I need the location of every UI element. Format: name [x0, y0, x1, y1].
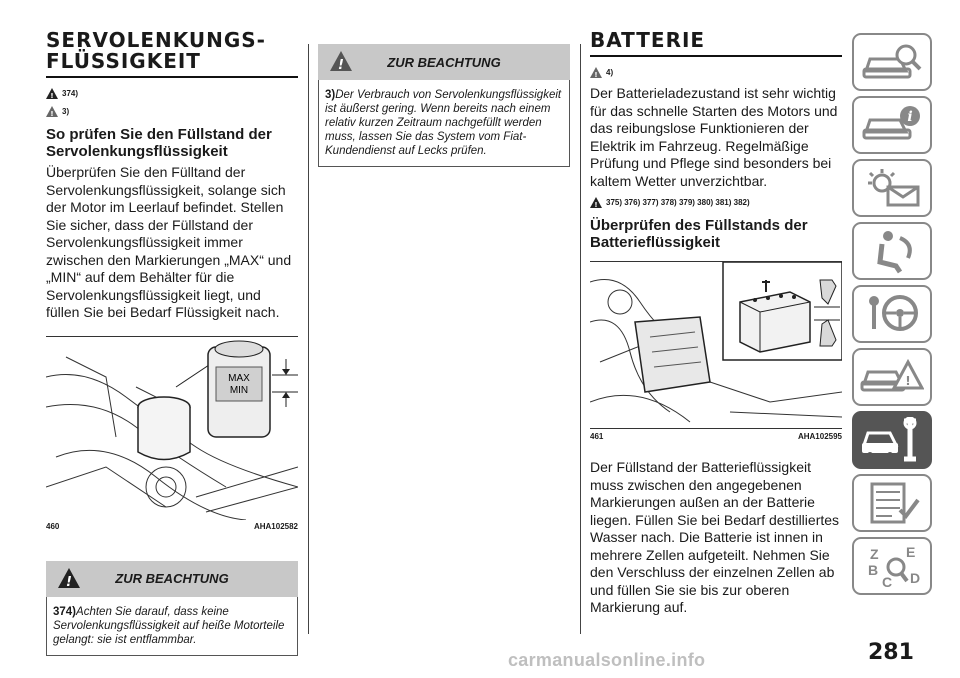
chapter-tabs: [852, 33, 934, 600]
warning-text: Achten Sie darauf, dass keine Servolenkungsflüssigkeit auf heiße Motorteile gelangt: sie ist entflammbar.: [53, 605, 285, 646]
section-title-servolenkung: SERVOLENKUNGS-FLÜSSIGKEIT: [46, 28, 266, 73]
svg-text:C: C: [882, 574, 893, 589]
figure-caption: [46, 519, 298, 531]
column-right: [590, 30, 842, 617]
page-number: 281: [868, 640, 914, 665]
svg-text:B: B: [868, 562, 879, 578]
warning-box-body: [46, 597, 298, 656]
svg-text:E: E: [906, 544, 916, 560]
tab-car-info[interactable]: [852, 96, 932, 154]
section-title-batterie: BATTERIE: [590, 28, 706, 52]
figure-460: [46, 336, 298, 519]
caution-heading: ZUR BEACHTUNG: [387, 54, 501, 70]
checklist-icon: [860, 480, 924, 526]
svg-text:!: !: [50, 109, 54, 117]
warning-box-header: [46, 561, 298, 597]
warning-heading: ZUR BEACHTUNG: [115, 571, 229, 586]
tab-car-magnifier[interactable]: [852, 33, 932, 91]
warning-refs-label: 375) 376) 377) 378) 379) 380) 381) 382): [606, 197, 750, 207]
caution-ref-label: 4): [606, 67, 614, 77]
column-middle: [318, 44, 570, 167]
warning-triangle-icon: [46, 88, 58, 99]
figure-461: [590, 261, 842, 429]
alphabet-index-icon: [860, 543, 924, 589]
warning-ref: [46, 84, 298, 102]
column-left: [46, 30, 298, 656]
tab-starting-driving[interactable]: [852, 285, 932, 343]
tab-safety[interactable]: [852, 222, 932, 280]
caution-ref-label: 3): [62, 106, 70, 116]
svg-text:i: i: [907, 109, 913, 125]
caution-triangle-icon: [330, 51, 352, 71]
figure-number: 461: [590, 432, 604, 441]
tab-index[interactable]: [852, 537, 932, 595]
min-marker-label: MIN: [229, 384, 249, 396]
warning-refs: [590, 193, 842, 211]
warning-ref-label: 374): [62, 88, 79, 98]
caution-box-body: [318, 80, 570, 167]
title-rule: [46, 76, 298, 78]
max-marker-label: MAX: [228, 372, 250, 384]
caution-triangle-icon: [46, 106, 58, 117]
key-steering-wheel-icon: [860, 291, 924, 337]
svg-text:Z: Z: [870, 546, 879, 562]
column-divider: [308, 44, 309, 634]
tab-technical-data[interactable]: [852, 474, 932, 532]
car-magnifier-icon: [860, 39, 924, 85]
body-text: Überprüfen Sie den Fülltand der Servolenkungsflüssigkeit, solange sich der Motor im Leerlauf befindet. Stellen Sie sicher, dass der Füllstand der Servolenkungsflüssigkeit immer zwischen den Markierungen „MAX“ und „MIN“ auf dem Behälter für die Servolenkungsflüssigkeit liegt, und füllen Sie bei Bedarf Flüssigkeit nach.: [46, 164, 292, 320]
car-info-icon: [860, 102, 924, 148]
figure-code: AHA102582: [253, 521, 298, 531]
warning-light-envelope-icon: [860, 165, 924, 211]
svg-text:!: !: [50, 91, 54, 99]
warning-triangle-icon: [58, 568, 80, 588]
caution-ref: [46, 102, 298, 120]
seat-airbag-icon: [860, 228, 924, 274]
svg-text:!: !: [594, 200, 598, 208]
svg-text:!: !: [594, 70, 598, 78]
caution-triangle-icon: [590, 67, 602, 78]
figure-caption: [590, 429, 842, 441]
warning-triangle-icon: [590, 197, 602, 208]
body-text-intro: Der Batterieladezustand ist sehr wichtig für das schnelle Starten des Motors und das reibungslose Funktionieren der Elektrik im Fahrzeug. Regelmäßige Prüfung und Pflege sind besonders bei kaltem Wetter unverzichtbar.: [590, 85, 838, 189]
tab-emergency[interactable]: [852, 348, 932, 406]
body-text-fluid-level: Der Füllstand der Batterieflüssigkeit muss zwischen den angegebenen Markierungen außen an der Batterie liegen. Füllen Sie bei Bedarf destilliertes Wasser nach. Die Batterie ist innen in mehrere Zellen aufgeteilt. Nehmen Sie den Verschluss der einzelnen Zellen ab und füllen Sie sie bis zur oberen Markierung auf.: [590, 459, 840, 615]
power-steering-reservoir-illustration: [46, 337, 298, 520]
caution-box-header: [318, 44, 570, 80]
car-warning-triangle-icon: [860, 354, 924, 400]
title-rule: [590, 55, 842, 57]
figure-number: 460: [46, 521, 60, 531]
column-divider: [580, 44, 581, 634]
watermark: carmanualsonline.info: [508, 650, 706, 670]
battery-illustration: [590, 262, 842, 430]
caution-ref-number: 3): [325, 89, 336, 101]
tab-warning-lights[interactable]: [852, 159, 932, 217]
svg-text:!: !: [338, 58, 344, 71]
caution-text: Der Verbrauch von Servolenkungsflüssigkeit ist äußerst gering. Wenn bereits nach einem relativ kurzen Zeitraum nachgefüllt werden muss, lassen Sie das System vom Fiat-Kundendienst auf Lecks prüfen.: [325, 89, 562, 157]
tab-maintenance[interactable]: [852, 411, 932, 469]
svg-text:!: !: [66, 574, 72, 588]
subheading-check-level: So prüfen Sie den Füllstand der Servolenkungsflüssigkeit: [46, 126, 272, 160]
car-wrench-icon: [860, 417, 924, 463]
figure-code: AHA102595: [797, 432, 842, 441]
warning-ref-number: 374): [53, 605, 77, 618]
svg-text:!: !: [905, 374, 911, 388]
subheading-battery-fluid: Überprüfen des Füllstands der Batterieflüssigkeit: [590, 217, 808, 251]
svg-text:D: D: [910, 570, 921, 586]
caution-ref: [590, 63, 842, 81]
